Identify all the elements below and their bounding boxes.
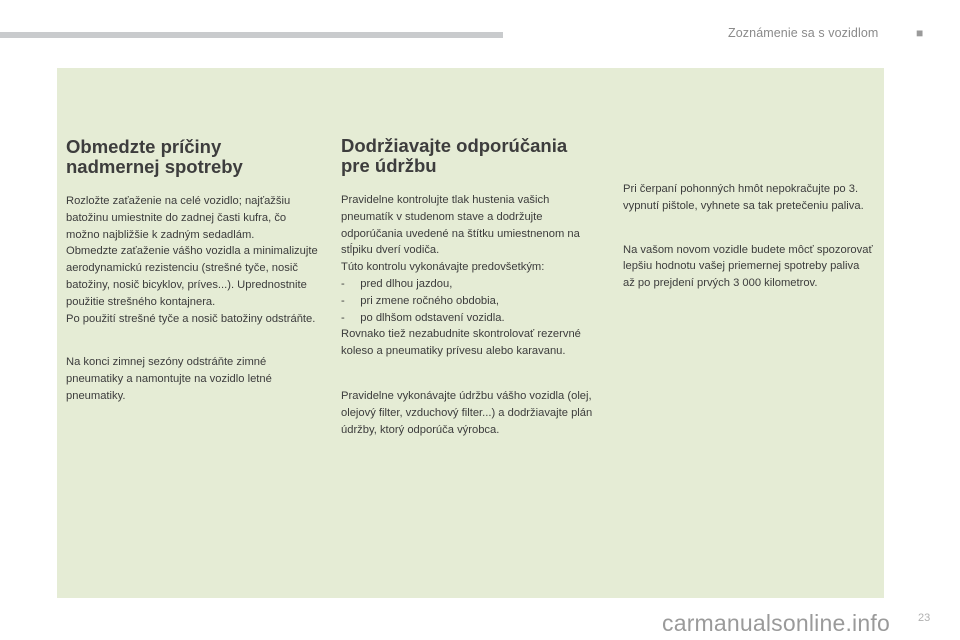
- list-item: - po dlhšom odstavení vozidla.: [341, 311, 505, 324]
- paragraph-tyre-pressure: Pravidelne kontrolujte tlak hustenia vašich pneumatík v studenom stave a dodržujte odporúčania uvedené na štítku umiestnenom na stĺpiku dverí vodiča.: [341, 194, 580, 257]
- paragraph-service-plan: Pravidelne vykonávajte údržbu vášho vozidla (olej, olejový filter, vzduchový filter...) a dodržiavajte plán údržby, ktorý odporúča výrobca.: [341, 389, 593, 436]
- chapter-marker-icon: ■: [916, 26, 924, 40]
- column-maintenance: [341, 68, 603, 438]
- paragraph-refuelling: Pri čerpaní pohonných hmôt nepokračujte po 3. vypnutí pištole, vyhnete sa tak pretečeniu paliva.: [623, 183, 864, 212]
- watermark-text: carmanualsonline.info: [662, 610, 890, 636]
- paragraph-aero-resistance: Obmedzte zaťaženie vášho vozidla a minimalizujte aerodynamickú rezistenciu (strešné tyče, nosič batožiny, nosič bicyklov, príves...). Uprednostnite použitie strešného kontajnera.: [66, 245, 318, 308]
- paragraph-remove-racks: Po použití strešné tyče a nosič batožiny odstráňte.: [66, 312, 316, 325]
- paragraph-load-distribution: Rozložte zaťaženie na celé vozidlo; najťažšiu batožinu umiestnite do zadnej časti kufra, čo možno najbližšie k zadným sedadlám.: [66, 195, 291, 241]
- column-fuel-causes: [66, 68, 321, 405]
- paragraph-new-vehicle: Na vašom novom vozidle budete môcť spozorovať lepšiu hodnotu vašej priemernej spotreby paliva až po prejdení prvých 3 000 kilometrov.: [623, 243, 873, 290]
- page-number: 23: [918, 612, 931, 624]
- list-item: - pred dlhou jazdou,: [341, 277, 453, 290]
- paragraph-winter-tyres: Na konci zimnej sezóny odstráňte zimné pneumatiky a namontujte na vozidlo letné pneumatiky.: [66, 356, 272, 402]
- heading-maintenance: Dodržiavajte odporúčania pre údržbu: [341, 135, 568, 176]
- paragraph-check-when: Túto kontrolu vykonávajte predovšetkým:: [341, 261, 545, 274]
- paragraph-spare-wheel: Rovnako tiež nezabudnite skontrolovať rezervné koleso a pneumatiky prívesu alebo karavanu.: [341, 328, 581, 358]
- header-rule: [0, 32, 503, 38]
- column-refuelling: [623, 68, 873, 292]
- list-item: - pri zmene ročného obdobia,: [341, 294, 499, 307]
- heading-consumption-causes: Obmedzte príčiny nadmernej spotreby: [66, 136, 243, 177]
- chapter-title: Zoznámenie sa s vozidlom: [728, 26, 879, 40]
